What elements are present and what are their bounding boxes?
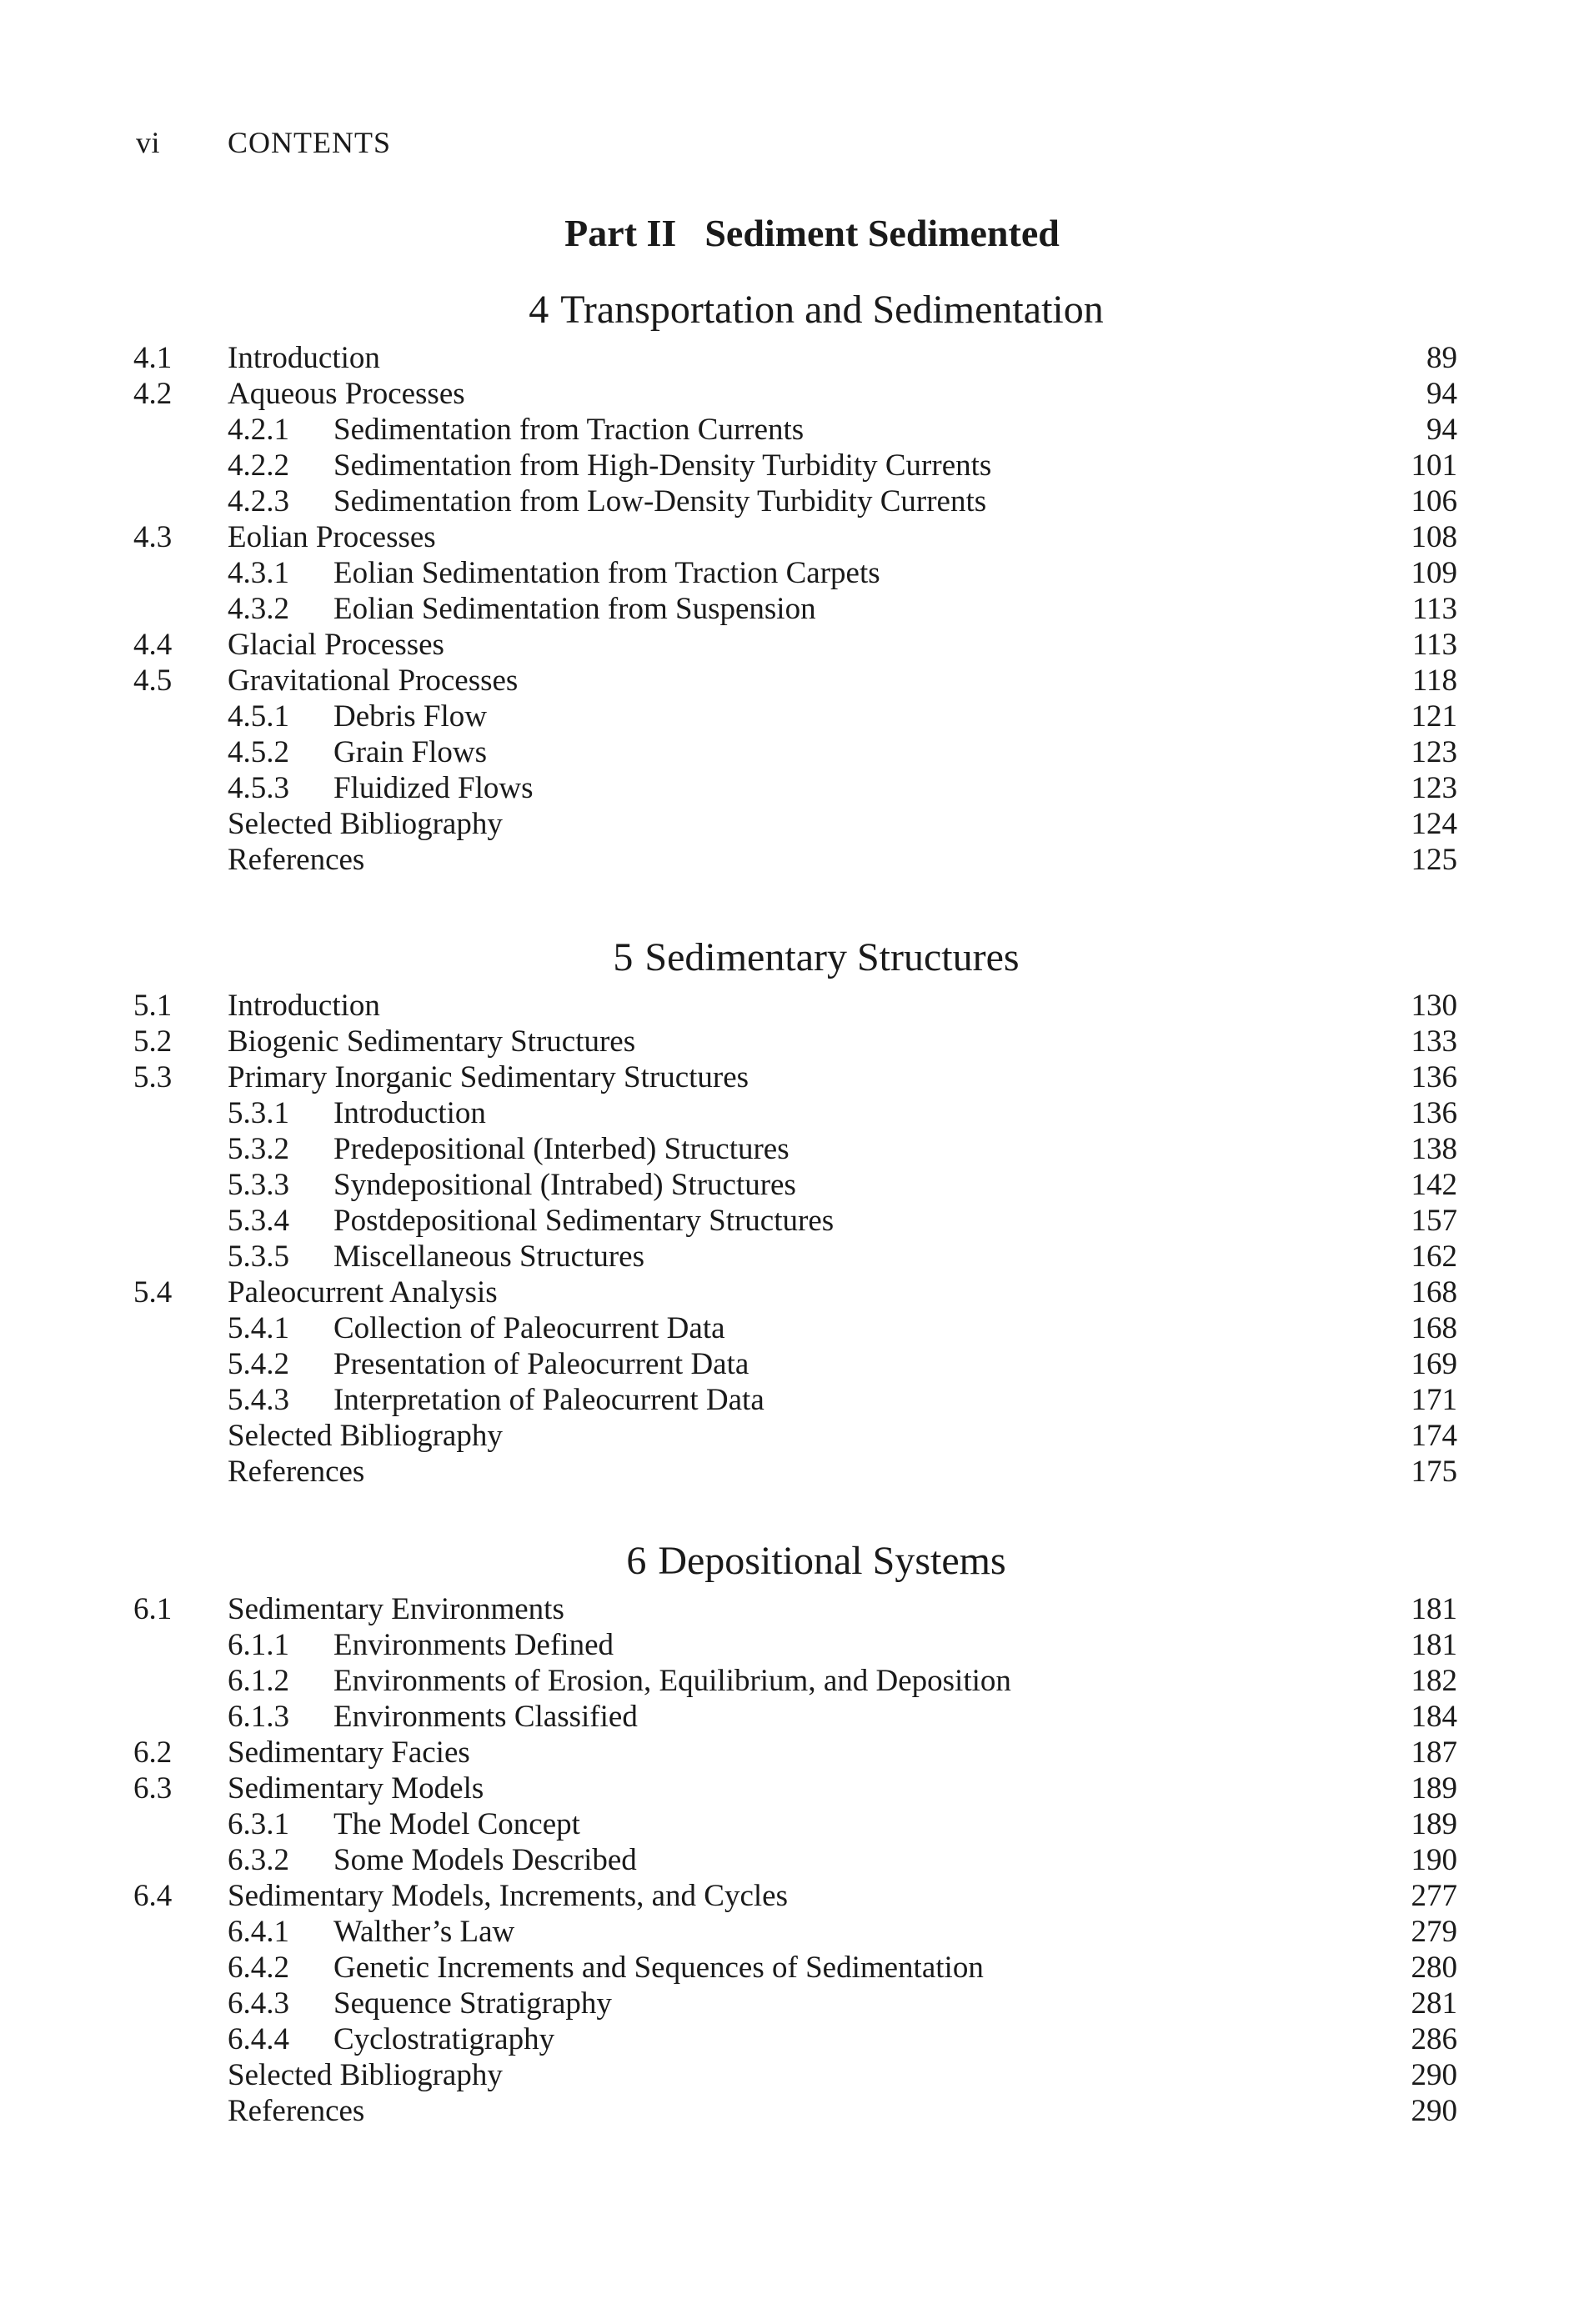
- section-number: 4.3.2: [228, 592, 289, 626]
- page-ref: 277: [1411, 1879, 1457, 1913]
- toc-entry: [0, 1275, 1574, 1310]
- section-title: Collection of Paleocurrent Data: [333, 1311, 725, 1345]
- section-number: 5.1: [133, 989, 173, 1023]
- section-number: 4.2.2: [228, 448, 289, 483]
- chapter-title: [0, 280, 1574, 340]
- toc-entry: [0, 1914, 1574, 1950]
- section-number: 4.5.3: [228, 771, 289, 805]
- section-number: 6.3: [133, 1771, 173, 1806]
- page-ref: 190: [1411, 1843, 1457, 1877]
- section-number: 4.1: [133, 341, 173, 375]
- section-number: 5.4.2: [228, 1347, 289, 1381]
- section-title: Miscellaneous Structures: [333, 1240, 644, 1274]
- page-ref: 184: [1411, 1700, 1457, 1734]
- toc-entry: [0, 699, 1574, 734]
- section-number: 5.3.4: [228, 1204, 289, 1238]
- section-title: Gravitational Processes: [228, 664, 519, 698]
- section-title: Sedimentation from Traction Currents: [333, 413, 805, 447]
- page-ref: 187: [1411, 1735, 1457, 1770]
- section-number: 6.3.1: [228, 1807, 289, 1841]
- section-number: 5.4: [133, 1275, 173, 1310]
- page-ref: 106: [1411, 484, 1457, 518]
- section-title: Introduction: [228, 341, 380, 375]
- section-title: Selected Bibliography: [228, 2058, 503, 2092]
- toc-entry: [0, 770, 1574, 806]
- page-number: vi: [136, 126, 161, 159]
- toc-entry: [0, 1024, 1574, 1059]
- section-title: Grain Flows: [333, 735, 487, 769]
- section-title: Eolian Sedimentation from Traction Carpets: [333, 556, 880, 590]
- section-title: Environments of Erosion, Equilibrium, and Deposition: [333, 1664, 1011, 1698]
- toc-entry: [0, 627, 1574, 663]
- section-number: 4.4: [133, 628, 173, 662]
- section-title: Sedimentation from Low-Density Turbidity Currents: [333, 484, 987, 518]
- toc-entry: [0, 340, 1574, 376]
- page-ref: 125: [1411, 843, 1457, 877]
- section-number: 6.4: [133, 1879, 173, 1913]
- section-title: References: [228, 1455, 365, 1489]
- toc-entry: [0, 1239, 1574, 1275]
- chapter-title-text: Sedimentary Structures: [644, 935, 1020, 979]
- toc-entry: [0, 1663, 1574, 1699]
- section-title: Interpretation of Paleocurrent Data: [333, 1383, 764, 1417]
- section-title: Fluidized Flows: [333, 771, 534, 805]
- toc-entry: [0, 1591, 1574, 1627]
- section-title: Primary Inorganic Sedimentary Structures: [228, 1060, 749, 1094]
- toc-entry: [0, 1418, 1574, 1454]
- section-number: 5.3.3: [228, 1168, 289, 1202]
- toc-entry: [0, 376, 1574, 412]
- page-ref: 121: [1411, 699, 1457, 734]
- page-ref: 189: [1411, 1771, 1457, 1806]
- section-number: 5.2: [133, 1024, 173, 1059]
- section-title: Environments Classified: [333, 1700, 638, 1734]
- toc-entry: [0, 842, 1574, 878]
- section-title: Sedimentary Environments: [228, 1592, 564, 1626]
- section-number: 6.4.4: [228, 2022, 289, 2056]
- page-ref: 101: [1411, 448, 1457, 483]
- section-title: Environments Defined: [333, 1628, 614, 1662]
- toc-entry: [0, 2057, 1574, 2093]
- section-title: Paleocurrent Analysis: [228, 1275, 498, 1310]
- section-number: 6.1.1: [228, 1628, 289, 1662]
- toc-entry: [0, 1059, 1574, 1095]
- chapter-number: 6: [626, 1539, 647, 1583]
- section-number: 6.1.2: [228, 1664, 289, 1698]
- section-number: 5.4.3: [228, 1383, 289, 1417]
- section-number: 5.3.2: [228, 1132, 289, 1166]
- toc-list: [0, 988, 1574, 1490]
- page-ref: 123: [1411, 771, 1457, 805]
- toc-entry: [0, 663, 1574, 699]
- section-number: 6.4.1: [228, 1915, 289, 1949]
- chapter-number: 4: [529, 288, 549, 332]
- page-ref: 94: [1426, 377, 1457, 411]
- section-number: 6.4.2: [228, 1951, 289, 1985]
- toc-entry: [0, 2093, 1574, 2129]
- toc-entry: [0, 1735, 1574, 1771]
- page-ref: 123: [1411, 735, 1457, 769]
- toc-entry: [0, 1131, 1574, 1167]
- toc-entry: [0, 1382, 1574, 1418]
- page-ref: 279: [1411, 1915, 1457, 1949]
- chapter-title-text: Depositional Systems: [658, 1539, 1006, 1583]
- page-ref: 136: [1411, 1096, 1457, 1130]
- page-ref: 280: [1411, 1951, 1457, 1985]
- toc-list: [0, 1591, 1574, 2129]
- toc-entry: [0, 519, 1574, 555]
- section-number: 4.2.3: [228, 484, 289, 518]
- page-ref: 175: [1411, 1455, 1457, 1489]
- section-number: 4.5.2: [228, 735, 289, 769]
- chapter-number: 5: [613, 935, 634, 979]
- section-title: Postdepositional Sedimentary Structures: [333, 1204, 835, 1238]
- section-number: 6.4.3: [228, 1986, 289, 2021]
- section-title: Selected Bibliography: [228, 807, 503, 841]
- page-ref: 181: [1411, 1592, 1457, 1626]
- section-title: Cyclostratigraphy: [333, 2022, 555, 2056]
- section-title: The Model Concept: [333, 1807, 580, 1841]
- section-number: 4.3.1: [228, 556, 289, 590]
- page-ref: 174: [1411, 1419, 1457, 1453]
- toc-entry: [0, 1203, 1574, 1239]
- section-title: Biogenic Sedimentary Structures: [228, 1024, 636, 1059]
- page-ref: 130: [1411, 989, 1457, 1023]
- page-ref: 162: [1411, 1240, 1457, 1274]
- chapter-5: [0, 928, 1574, 1490]
- page-ref: 136: [1411, 1060, 1457, 1094]
- part-label: Part II: [564, 212, 677, 254]
- page-ref: 168: [1411, 1311, 1457, 1345]
- section-number: 4.3: [133, 520, 173, 554]
- page-ref: 189: [1411, 1807, 1457, 1841]
- toc-entry: [0, 988, 1574, 1024]
- page-ref: 169: [1411, 1347, 1457, 1381]
- toc-entry: [0, 1806, 1574, 1842]
- toc-entry: [0, 412, 1574, 448]
- page-ref: 133: [1411, 1024, 1457, 1059]
- toc-entry: [0, 591, 1574, 627]
- section-number: 4.2: [133, 377, 173, 411]
- section-title: Debris Flow: [333, 699, 487, 734]
- section-number: 6.1: [133, 1592, 173, 1626]
- running-title: CONTENTS: [228, 126, 391, 159]
- section-number: 6.2: [133, 1735, 173, 1770]
- page-ref: 168: [1411, 1275, 1457, 1310]
- toc-entry: [0, 1842, 1574, 1878]
- toc-entry: [0, 1950, 1574, 1986]
- section-number: 4.2.1: [228, 413, 289, 447]
- section-title: Sedimentary Models, Increments, and Cycles: [228, 1879, 788, 1913]
- section-title: Some Models Described: [333, 1843, 637, 1877]
- section-title: Genetic Increments and Sequences of Sedimentation: [333, 1951, 984, 1985]
- page-ref: 157: [1411, 1204, 1457, 1238]
- section-title: Introduction: [228, 989, 380, 1023]
- toc-entry: [0, 555, 1574, 591]
- section-title: Sedimentation from High-Density Turbidity Currents: [333, 448, 992, 483]
- page-ref: 286: [1411, 2022, 1457, 2056]
- toc-entry: [0, 1310, 1574, 1346]
- page-ref: 113: [1411, 592, 1457, 626]
- toc-entry: [0, 1986, 1574, 2021]
- section-title: Aqueous Processes: [228, 377, 465, 411]
- section-number: 6.3.2: [228, 1843, 289, 1877]
- page-ref: 124: [1411, 807, 1457, 841]
- section-title: Presentation of Paleocurrent Data: [333, 1347, 749, 1381]
- section-title: Syndepositional (Intrabed) Structures: [333, 1168, 796, 1202]
- toc-entry: [0, 1095, 1574, 1131]
- toc-list: [0, 340, 1574, 878]
- page-ref: 142: [1411, 1168, 1457, 1202]
- toc-entry: [0, 448, 1574, 483]
- toc-entry: [0, 1878, 1574, 1914]
- section-number: 5.3: [133, 1060, 173, 1094]
- page-ref: 89: [1426, 341, 1457, 375]
- page-ref: 138: [1411, 1132, 1457, 1166]
- page-ref: 182: [1411, 1664, 1457, 1698]
- section-title: Selected Bibliography: [228, 1419, 503, 1453]
- section-number: 6.1.3: [228, 1700, 289, 1734]
- chapter-6: [0, 1531, 1574, 2129]
- page-ref: 281: [1411, 1986, 1457, 2021]
- page-ref: 290: [1411, 2094, 1457, 2128]
- toc-entry: [0, 1627, 1574, 1663]
- toc-entry: [0, 734, 1574, 770]
- toc-entry: [0, 1167, 1574, 1203]
- section-title: Introduction: [333, 1096, 486, 1130]
- chapter-title: [0, 1531, 1574, 1591]
- page-ref: 94: [1426, 413, 1457, 447]
- section-title: References: [228, 843, 365, 877]
- page-ref: 290: [1411, 2058, 1457, 2092]
- section-title: References: [228, 2094, 365, 2128]
- section-number: 5.3.5: [228, 1240, 289, 1274]
- page-ref: 109: [1411, 556, 1457, 590]
- section-title: Eolian Sedimentation from Suspension: [333, 592, 816, 626]
- section-title: Sedimentary Models: [228, 1771, 484, 1806]
- chapter-4: [0, 280, 1574, 878]
- toc-entry: [0, 1771, 1574, 1806]
- section-number: 5.3.1: [228, 1096, 289, 1130]
- toc-entry: [0, 1346, 1574, 1382]
- chapter-title: [0, 928, 1574, 988]
- section-title: Predepositional (Interbed) Structures: [333, 1132, 790, 1166]
- page-ref: 113: [1411, 628, 1457, 662]
- section-title: Walther’s Law: [333, 1915, 515, 1949]
- toc-entry: [0, 1699, 1574, 1735]
- page-ref: 181: [1411, 1628, 1457, 1662]
- section-title: Eolian Processes: [228, 520, 436, 554]
- part-heading: [0, 211, 1574, 255]
- toc-entry: [0, 806, 1574, 842]
- section-number: 4.5.1: [228, 699, 289, 734]
- section-title: Sequence Stratigraphy: [333, 1986, 612, 2021]
- section-title: Sedimentary Facies: [228, 1735, 470, 1770]
- toc-entry: [0, 1454, 1574, 1490]
- page-ref: 171: [1411, 1383, 1457, 1417]
- section-number: 5.4.1: [228, 1311, 289, 1345]
- toc-entry: [0, 2021, 1574, 2057]
- section-number: 4.5: [133, 664, 173, 698]
- page-ref: 118: [1411, 664, 1457, 698]
- page-ref: 108: [1411, 520, 1457, 554]
- part-title: Sediment Sedimented: [704, 212, 1060, 254]
- running-head: [136, 125, 391, 160]
- toc-entry: [0, 483, 1574, 519]
- section-title: Glacial Processes: [228, 628, 444, 662]
- chapter-title-text: Transportation and Sedimentation: [560, 288, 1104, 332]
